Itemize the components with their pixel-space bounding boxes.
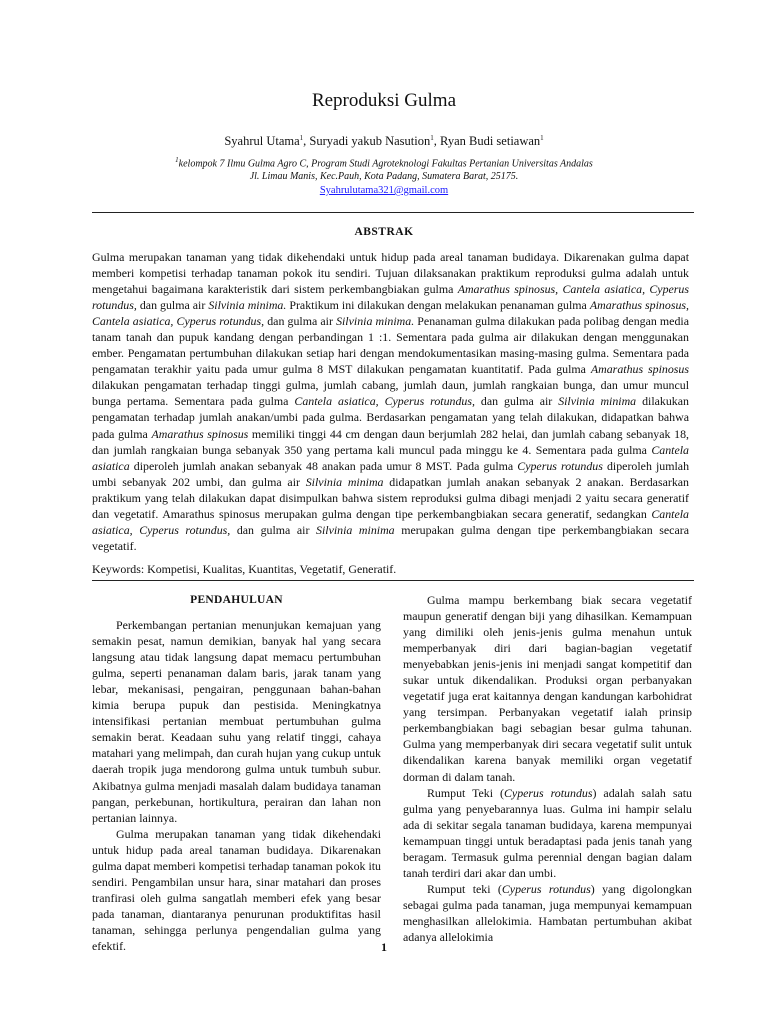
text-run: dilakukan pengamatan terhadap jumlah anakan/umbi pada gulma. Berdasarkan pengamatan yang telah dilakukan, didapatkan bahwa pada gulma: [92, 394, 689, 441]
species-name: Cantela asiatica, Cyperus rotundus,: [294, 394, 475, 409]
body-paragraph: [403, 881, 692, 945]
species-name: Silvinia minima: [305, 474, 384, 489]
species-name: Amarathus spinosus, Cantela asiatica, Cyperus rotundus,: [92, 282, 689, 313]
species-name: Cyperus rotundus: [504, 785, 593, 800]
text-run: Gulma merupakan tanaman yang tidak dikehendaki untuk hidup pada areal tanaman budidaya. Dikarenakan gulma dapat memberi kompetisi terhadap tanaman pokok itu sendiri. Pengambilan unsur hara, sinar matahari dan proses tranfirasi oleh gulma sangatlah memberi efek yang besar pada tanaman, diantaranya penurunan produktifitas hasil tanaman, sehingga perlunya pengendalian gulma yang efektif.: [92, 826, 381, 953]
body-paragraph: [403, 592, 692, 785]
species-name: Silvinia minima.: [336, 314, 415, 329]
text-run: didapatkan jumlah anakan sebanyak 2 anakan. Berdasarkan praktikum yang telah dilakukan dapat disimpulkan bahwa sistem reproduksi gulma dibagi menjadi 2 yaitu secara generatif dan vegetatif. Amarathus spinosus merupakan gulma dengan tipe perkembangbiakan secara generatif, sedangkan: [92, 474, 689, 521]
text-run: dilakukan pengamatan terhadap tinggi gulma, jumlah cabang, jumlah daun, jumlah rangkaian bunga, dan umur muncul bunga pertama. Sementara pada gulma: [92, 378, 689, 409]
text-run: dan gulma air: [264, 314, 337, 329]
text-run: dan gulma air: [136, 298, 209, 313]
left-column: [92, 592, 381, 954]
section-heading-pendahuluan: PENDAHULUAN: [190, 594, 283, 606]
left-column-body: [92, 617, 381, 954]
species-name: Silvinia minima.: [208, 298, 287, 313]
right-column: [403, 592, 692, 945]
species-name: Cantela asiatica: [92, 442, 689, 473]
paper-title: Reproduksi Gulma: [311, 90, 457, 111]
author-email-link[interactable]: Syahrulutama321@gmail.com: [319, 185, 449, 196]
affiliation-line-1: $^1$kelompok 7 Ilmu Gulma Agro C, Program Studi Agroteknologi Fakultas Pertanian Universitas Andalas: [175, 156, 593, 170]
text-run: ) yang digolongkan sebagai gulma pada tanaman, juga mempunyai kemampuan menghasilkan allelokimia. Hambatan pertumbuhan akibat adanya allelokimia: [403, 881, 693, 944]
affiliation-line-2: Jl. Limau Manis, Kec.Pauh, Kota Padang, Sumatera Barat, 25175.: [249, 171, 519, 182]
abstract-top-rule: [92, 212, 694, 213]
species-name: Cyperus rotundus: [501, 881, 591, 896]
abstract-bottom-rule: [92, 580, 694, 581]
author-1: Syahrul Utama$^1$,: [224, 134, 310, 149]
species-name: Cantela asiatica, Cyperus rotundus,: [92, 506, 689, 537]
abstract-heading: ABSTRAK: [354, 226, 414, 238]
text-run: Rumput Teki (: [427, 785, 504, 800]
species-name: Silvinia minima: [316, 522, 395, 537]
species-name: Amarathus spinosus, Cantela asiatica, Cyperus rotundus,: [92, 298, 689, 329]
keywords: Keywords: Kompetisi, Kualitas, Kuantitas, Vegetatif, Generatif.: [92, 562, 397, 576]
body-paragraph: [403, 785, 692, 881]
text-run: Gulma mampu berkembang biak secara vegetatif maupun generatif dengan biji yang dihasilkan. Kemampuan yang dimiliki oleh jenis-jenis gulma menahun untuk memperbanyak diri dari bagian-bagian vegetatif menyebabkan jenis-jenis ini menjadi sangat kompetitif dan sukar untuk dikendalikan. Produksi organ perbanyakan vegetatif juga erat kaitannya dengan kandungan karbohidrat yang tersimpan. Perbanyakan vegetatif ialah prinsip perkembangbiakan bagi sebagian besar gulma tahunan. Gulma yang memperbanyak diri secara vegetatif sulit untuk dikendalikan karena banyak memiliki organ vegetatif dorman di dalam tanah.: [403, 593, 692, 784]
right-column-body: [403, 592, 692, 945]
species-name: Amarathus spinosus: [151, 426, 249, 441]
text-run: Gulma merupakan tanaman yang tidak dikehendaki untuk hidup pada areal tanaman budidaya. Dikarenakan gulma dapat memberi kompetisi terhadap tanaman pokok itu sendiri. Tujuan dilaksanakan praktikum reproduksi gulma adalah untuk mengetahui bagaimana karakteristik dari sistem perkembangbiakan gulma: [92, 250, 689, 297]
text-run: ) adalah salah satu gulma yang penyebarannya luas. Gulma ini hampir selalu ada di sekitar segala tanaman budidaya, karena mempunyai kemampuan tinggi untuk beradaptasi pada jenis tanah yang beragam. Termasuk gulma perennial dengan bagian dalam tanah terdiri dari akar dan umbi.: [403, 785, 692, 880]
author-3: Ryan Budi setiawan$^1$: [439, 134, 544, 149]
species-name: Amarathus spinosus: [590, 362, 689, 377]
text-run: Rumput teki (: [427, 881, 502, 896]
text-run: diperoleh jumlah anakan sebanyak 48 anakan pada umur 8 MST. Pada gulma: [129, 458, 518, 473]
body-paragraph: [92, 826, 381, 954]
abstract-body: [92, 249, 689, 554]
species-name: Silvinia minima: [558, 394, 637, 409]
species-name: Cyperus rotundus: [517, 458, 603, 473]
text-run: Perkembangan pertanian menunjukan kemajuan yang semakin pesat, namun demikian, banyak hal yang secara langsung atau tidak langsung dapat memacu pertumbuhan gulma, seperti penanaman dalam baris, jarak tanam yang lebar, mekanisasi, pengairan, penggunaan bahan-bahan kimia berupa pupuk dan pestisida. Meningkatnya intensifikasi pertanian membuat pertumbuhan gulma semakin berat. Keadaan suhu yang relatif tinggi, cahaya matahari yang melimpah, dan curah hujan yang cukup untuk daerah tropik juga mendorong gulma untuk tumbuh subur. Akibatnya gulma menjadi masalah dalam budidaya tanaman pangan, perkebunan, hortikultura, perairan dan lahan non pertanian lainnya.: [92, 618, 381, 825]
text-run: dan gulma air: [474, 394, 559, 409]
text-run: diperoleh jumlah umbi sebanyak 202 umbi, dan gulma air: [92, 458, 690, 489]
body-paragraph: [92, 617, 381, 826]
page-number: 1: [381, 940, 387, 954]
text-run: memiliki tinggi 44 cm dengan daun berjumlah 282 helai, dan jumlah cabang sebanyak 18, dan jumlah rangkaian bunga sebanyak 350 yang pertama kali muncul pada minggu ke 4. Sementara pada gulma: [92, 426, 689, 457]
text-run: dan gulma air: [230, 522, 317, 537]
author-2: Suryadi yakub Nasution$^1$,: [309, 134, 440, 149]
text-run: Penanaman gulma dilakukan pada polibag dengan media tanam tanah dan pupuk kandang dengan perbandingan 1 :1. Sementara pada gulma air dilakukan dengan menggunakan ember. Pengamatan pertumbuhan dilakukan setiap hari dengan mendokumentasikan masing-masing gulma. Sementara pada pengamatan terakhir yaitu pada umur gulma 8 MST dilakukan pengamatan kuantitatif. Pada gulma: [92, 314, 689, 377]
text-run: Praktikum ini dilakukan dengan melakukan penanaman gulma: [286, 298, 590, 313]
author-list: [0, 134, 768, 149]
text-run: merupakan gulma dengan tipe perkembangbiakan secara vegetatif.: [92, 522, 689, 553]
